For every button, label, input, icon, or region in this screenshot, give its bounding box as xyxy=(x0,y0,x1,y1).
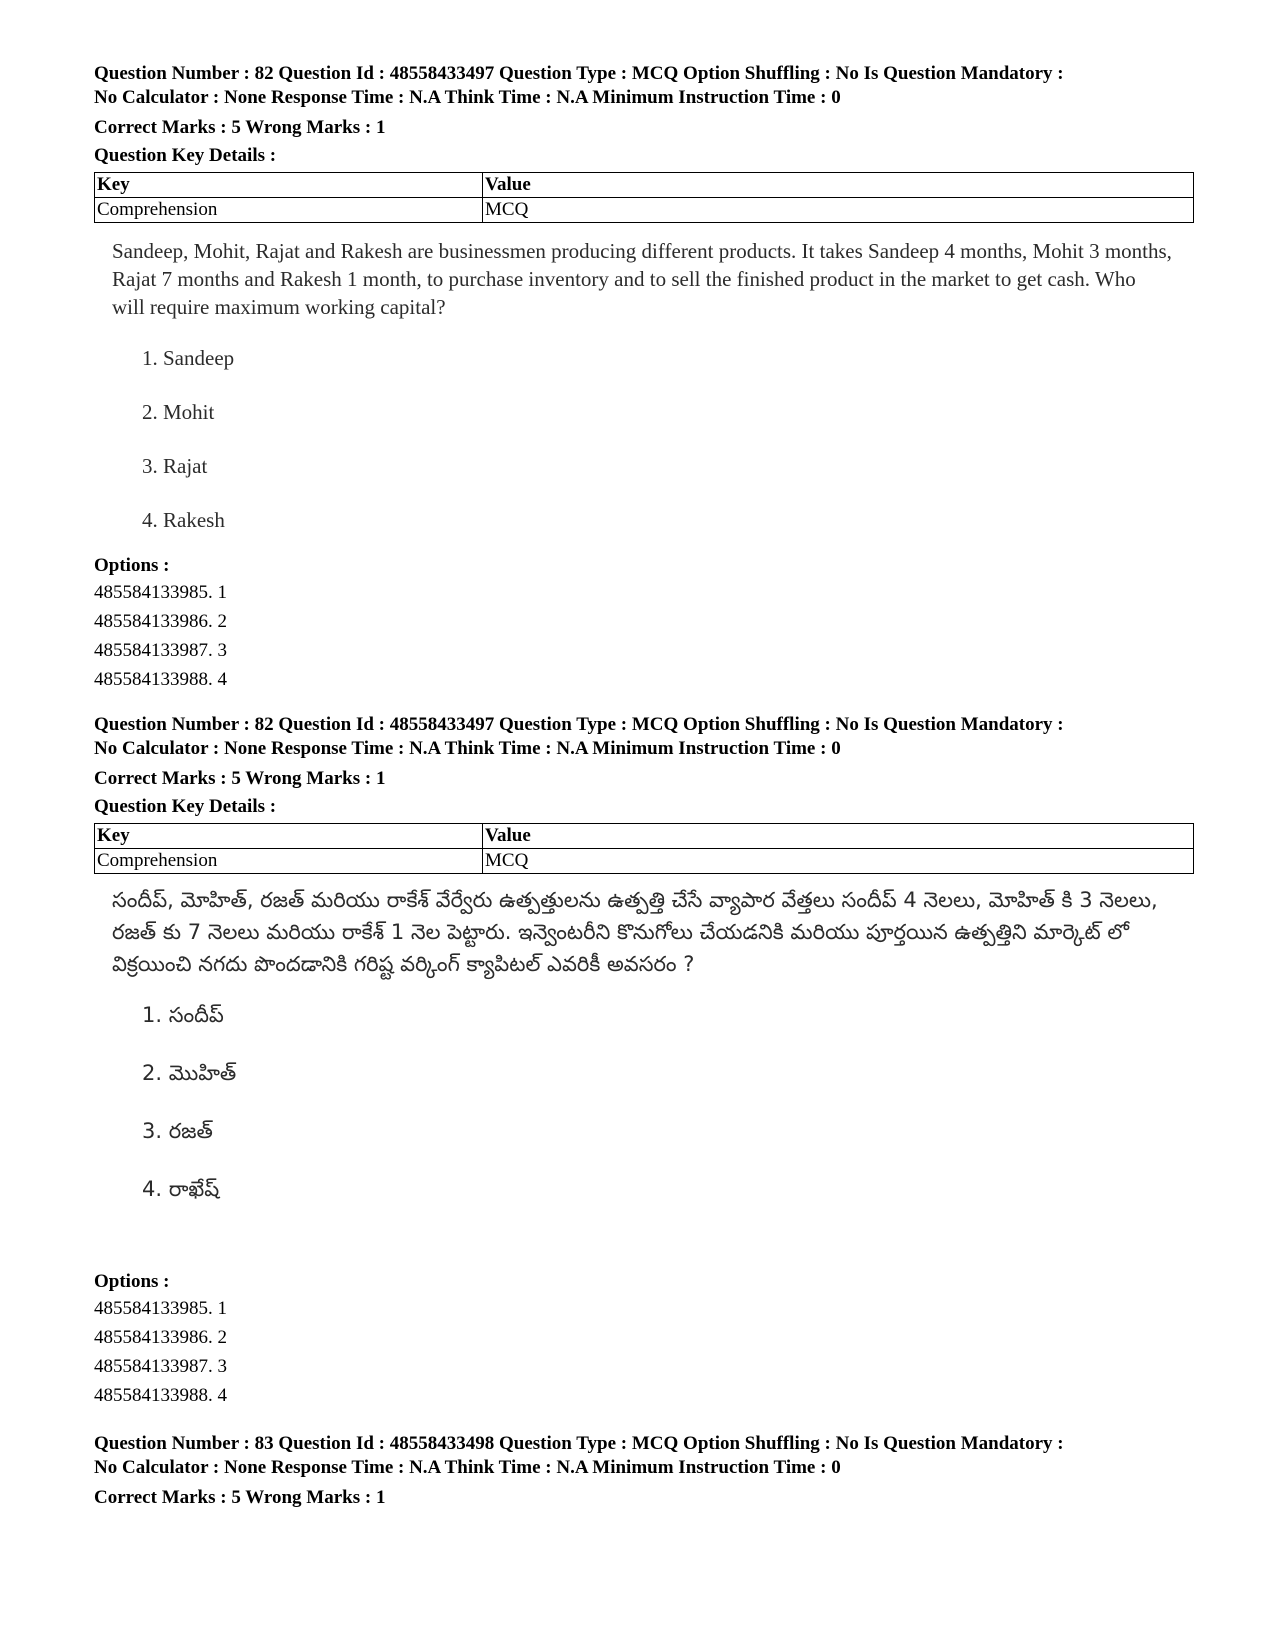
option-row: 485584133986. 2 xyxy=(94,1327,227,1348)
table-cell-key: Comprehension xyxy=(95,849,483,874)
table-header-value: Value xyxy=(483,824,1194,849)
question-text: Sandeep, Mohit, Rajat and Rakesh are businessmen producing different products. It takes Sandeep 4 months, Mohit 3 months, Rajat 7 months and Rakesh 1 month, to purchase inventory and to sell the finished product in the market to get cash. Who will require maximum working capital? xyxy=(112,239,1172,319)
choice-item: 4. Rakesh xyxy=(142,508,225,532)
choice-item: 3. రజత్ xyxy=(142,1119,213,1143)
choice-item: 4. రాఖేష్ xyxy=(142,1177,220,1201)
table-header-row xyxy=(95,173,1194,198)
option-row: 485584133988. 4 xyxy=(94,1385,227,1406)
question-block-2 xyxy=(94,713,1194,1232)
question-block-1 xyxy=(94,62,1194,559)
table-header-key: Key xyxy=(95,173,483,198)
option-row: 485584133986. 2 xyxy=(94,611,227,632)
question-meta-line-1: Question Number : 82 Question Id : 48558433497 Question Type : MCQ Option Shuffling : No Is Question Mandatory : xyxy=(94,714,1064,735)
options-label: Options : xyxy=(94,1271,170,1292)
question-text: సందీప్, మోహిత్, రజత్ మరియు రాకేశ్ వేర్వేరు ఉత్పత్తులను ఉత్పత్తి చేసే వ్యాపార వేత్తలు సందీప్ 4 నెలలు, మోహిత్ కి 3 నెలలు, రజత్ కు 7 నెలలు మరియు రాకేశ్ 1 నెల పెట్టారు. ఇన్వెంటరీని కొనుగోలు చేయడనికి మరియు పూర్తయిన ఉత్పత్తిని మార్కెట్ లో విక్రయించి నగదు పొందడానికి గరిష్ట వర్కింగ్ క్యాపిటల్ ఎవరికీ అవసరం ? xyxy=(112,888,1158,976)
marks-line: Correct Marks : 5 Wrong Marks : 1 xyxy=(94,1487,386,1508)
table-cell-key: Comprehension xyxy=(95,198,483,223)
options-block-2 xyxy=(94,1270,1194,1410)
table-header-key: Key xyxy=(95,824,483,849)
table-cell-value: MCQ xyxy=(483,849,1194,874)
choice-item: 3. Rajat xyxy=(142,454,208,478)
question-block-3 xyxy=(94,1432,1194,1510)
question-meta-line-1: Question Number : 83 Question Id : 48558433498 Question Type : MCQ Option Shuffling : No Is Question Mandatory : xyxy=(94,1433,1064,1454)
option-row: 485584133985. 1 xyxy=(94,1298,227,1319)
table-header-row xyxy=(95,824,1194,849)
question-meta-line-2: No Calculator : None Response Time : N.A Think Time : N.A Minimum Instruction Time : 0 xyxy=(94,738,841,759)
table-row xyxy=(95,849,1194,874)
table-cell-value: MCQ xyxy=(483,198,1194,223)
option-row: 485584133988. 4 xyxy=(94,669,227,690)
key-details-label: Question Key Details : xyxy=(94,145,277,166)
option-row: 485584133985. 1 xyxy=(94,582,227,603)
marks-line: Correct Marks : 5 Wrong Marks : 1 xyxy=(94,768,386,789)
choice-item: 1. సందీప్ xyxy=(142,1003,224,1027)
question-meta-line-1: Question Number : 82 Question Id : 48558433497 Question Type : MCQ Option Shuffling : No Is Question Mandatory : xyxy=(94,63,1064,84)
choice-list xyxy=(142,1000,1194,1232)
option-row: 485584133987. 3 xyxy=(94,640,227,661)
question-meta-line-2: No Calculator : None Response Time : N.A Think Time : N.A Minimum Instruction Time : 0 xyxy=(94,1457,841,1478)
table-row xyxy=(95,198,1194,223)
key-details-table xyxy=(94,823,1194,874)
key-details-label: Question Key Details : xyxy=(94,796,277,817)
option-row: 485584133987. 3 xyxy=(94,1356,227,1377)
choice-item: 1. Sandeep xyxy=(142,346,235,370)
marks-line: Correct Marks : 5 Wrong Marks : 1 xyxy=(94,117,386,138)
options-label: Options : xyxy=(94,555,170,576)
table-header-value: Value xyxy=(483,173,1194,198)
key-details-table xyxy=(94,172,1194,223)
question-image xyxy=(112,237,1194,559)
question-meta-line-2: No Calculator : None Response Time : N.A Think Time : N.A Minimum Instruction Time : 0 xyxy=(94,87,841,108)
choice-list xyxy=(142,343,1194,559)
choice-item: 2. మొహిత్ xyxy=(142,1061,237,1085)
choice-item: 2. Mohit xyxy=(142,400,215,424)
question-image xyxy=(112,884,1194,1232)
options-block-1 xyxy=(94,554,1194,694)
